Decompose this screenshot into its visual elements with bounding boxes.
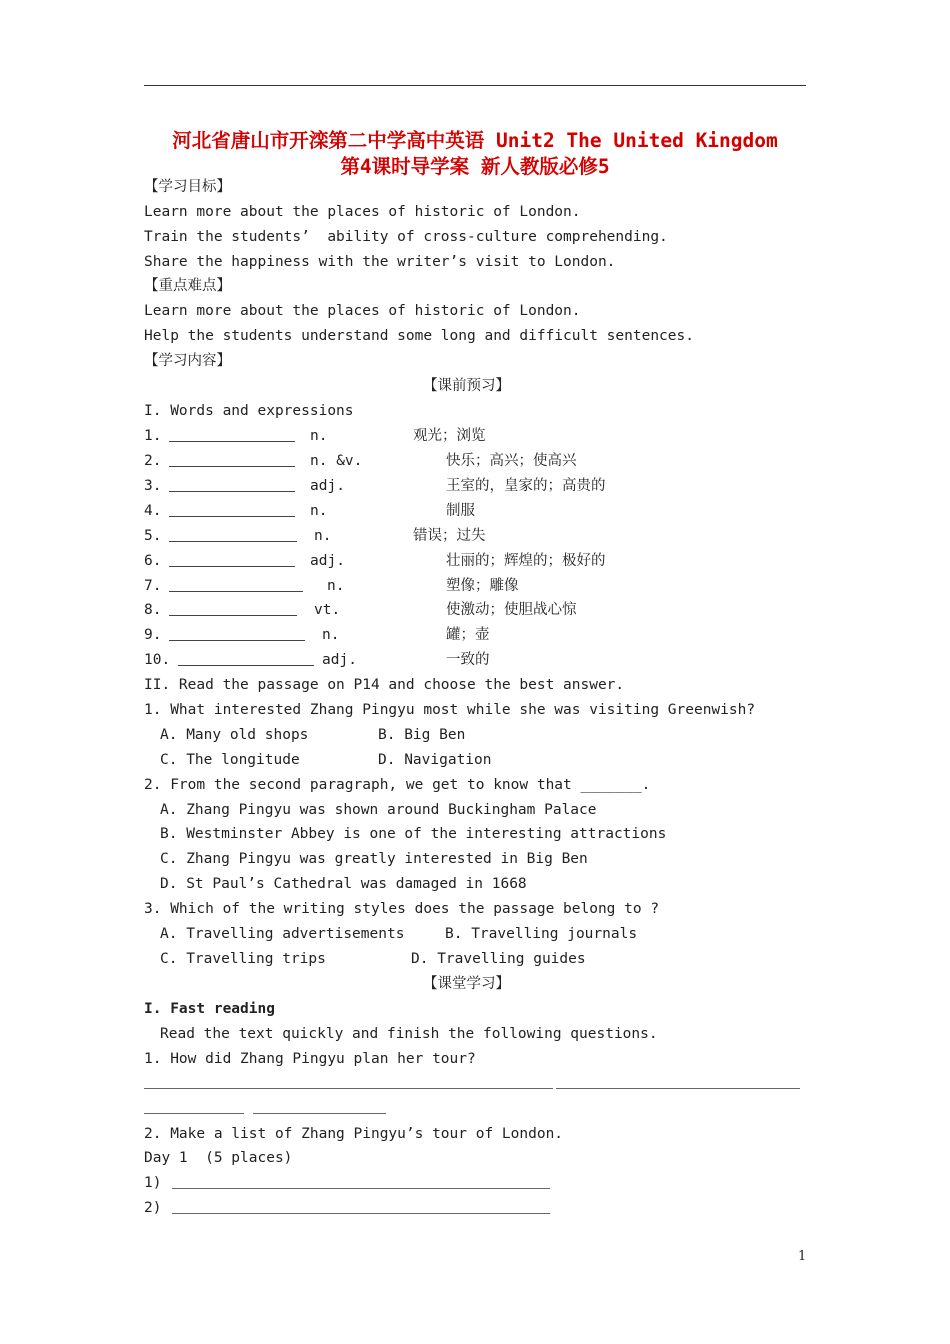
word-blank[interactable]: [169, 502, 295, 517]
word-blank[interactable]: [169, 477, 295, 492]
word-meaning: 使激动；使胆战心惊: [446, 602, 577, 618]
fast-reading-question-1: 1. How did Zhang Pingyu plan her tour?: [144, 1051, 476, 1067]
option-a[interactable]: A. Many old shops: [160, 727, 309, 743]
key-point-item: Help the students understand some long and difficult sentences.: [144, 328, 694, 344]
page-number: 1: [798, 1249, 807, 1264]
answer-line[interactable]: [172, 1213, 550, 1214]
objective-item: Share the happiness with the writer’s visit to London.: [144, 254, 616, 270]
day-1-label: Day 1 (5 places): [144, 1150, 293, 1166]
words-section-title: I. Words and expressions: [144, 403, 354, 419]
word-blank[interactable]: [169, 427, 295, 442]
option-c[interactable]: C. Zhang Pingyu was greatly interested in Big Ben: [160, 851, 588, 867]
reading-section-title: II. Read the passage on P14 and choose the best answer.: [144, 677, 625, 693]
word-meaning: 制服: [446, 503, 475, 519]
option-c[interactable]: C. Travelling trips: [160, 951, 326, 967]
option-d[interactable]: D. Travelling guides: [411, 951, 586, 967]
answer-line[interactable]: [556, 1088, 800, 1089]
answer-line[interactable]: [172, 1188, 550, 1189]
word-pos: n.: [310, 503, 328, 519]
objective-item: Train the students’ ability of cross-culture comprehending.: [144, 229, 668, 245]
word-number: 6.: [144, 553, 162, 569]
option-b[interactable]: B. Travelling journals: [445, 926, 638, 942]
word-number: 3.: [144, 478, 162, 494]
option-b[interactable]: B. Westminster Abbey is one of the interesting attractions: [160, 826, 667, 842]
word-pos: n. &v.: [310, 453, 363, 469]
word-number: 8.: [144, 602, 162, 618]
list-item-number: 2): [144, 1200, 162, 1216]
word-meaning: 塑像；雕像: [446, 578, 519, 594]
classroom-heading: 【课堂学习】: [423, 976, 510, 992]
option-d[interactable]: D. Navigation: [378, 752, 492, 768]
word-number: 4.: [144, 503, 162, 519]
option-a[interactable]: A. Travelling advertisements: [160, 926, 405, 942]
word-meaning: 罐；壶: [446, 627, 490, 643]
option-a[interactable]: A. Zhang Pingyu was shown around Buckingham Palace: [160, 802, 597, 818]
word-pos: n.: [327, 578, 345, 594]
list-item-number: 1): [144, 1175, 162, 1191]
word-pos: n.: [322, 627, 340, 643]
word-number: 7.: [144, 578, 162, 594]
option-b[interactable]: B. Big Ben: [378, 727, 466, 743]
fast-reading-question-2: 2. Make a list of Zhang Pingyu’s tour of London.: [144, 1126, 564, 1142]
word-pos: n.: [310, 428, 328, 444]
word-blank[interactable]: [178, 651, 314, 666]
word-blank[interactable]: [169, 626, 305, 641]
word-number: 9.: [144, 627, 162, 643]
answer-line[interactable]: [253, 1113, 386, 1114]
header-rule: [144, 85, 806, 86]
preview-heading: 【课前预习】: [423, 378, 510, 394]
word-meaning: 壮丽的；辉煌的；极好的: [446, 553, 606, 569]
word-meaning: 错误；过失: [413, 528, 486, 544]
question-3: 3. Which of the writing styles does the passage belong to ?: [144, 901, 660, 917]
word-pos: adj.: [322, 652, 357, 668]
word-number: 10.: [144, 652, 171, 668]
word-meaning: 观光；浏览: [413, 428, 486, 444]
word-blank[interactable]: [169, 601, 297, 616]
answer-line[interactable]: [144, 1113, 244, 1114]
word-number: 5.: [144, 528, 162, 544]
word-pos: adj.: [310, 478, 345, 494]
option-c[interactable]: C. The longitude: [160, 752, 300, 768]
word-number: 1.: [144, 428, 162, 444]
key-points-heading: 【重点难点】: [144, 278, 231, 294]
content-heading: 【学习内容】: [144, 353, 231, 369]
word-blank[interactable]: [169, 452, 295, 467]
question-1: 1. What interested Zhang Pingyu most while she was visiting Greenwish?: [144, 702, 756, 718]
word-blank[interactable]: [169, 577, 303, 592]
title-line-1: 河北省唐山市开滦第二中学高中英语 Unit2 The United Kingdom: [172, 129, 778, 152]
fast-reading-title: I. Fast reading: [144, 1001, 275, 1017]
key-point-item: Learn more about the places of historic of London.: [144, 303, 581, 319]
answer-line[interactable]: [144, 1088, 553, 1089]
word-pos: adj.: [310, 553, 345, 569]
fast-reading-instruction: Read the text quickly and finish the following questions.: [160, 1026, 658, 1042]
word-blank[interactable]: [169, 552, 295, 567]
word-meaning: 王室的，皇家的；高贵的: [446, 478, 606, 494]
objective-item: Learn more about the places of historic of London.: [144, 204, 581, 220]
question-2: 2. From the second paragraph, we get to know that _______.: [144, 777, 651, 793]
word-blank[interactable]: [169, 527, 297, 542]
option-d[interactable]: D. St Paul’s Cathedral was damaged in 1668: [160, 876, 527, 892]
title-line-2: 第4课时导学案 新人教版必修5: [340, 155, 610, 178]
word-number: 2.: [144, 453, 162, 469]
word-pos: n.: [314, 528, 332, 544]
word-pos: vt.: [314, 602, 341, 618]
word-meaning: 快乐；高兴；使高兴: [446, 453, 577, 469]
word-meaning: 一致的: [446, 652, 490, 668]
objectives-heading: 【学习目标】: [144, 179, 231, 195]
